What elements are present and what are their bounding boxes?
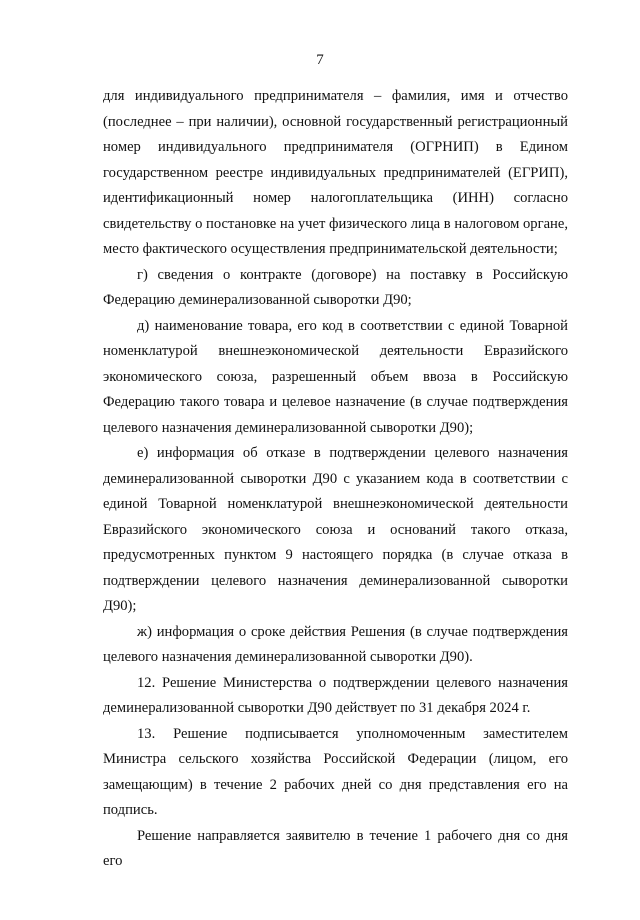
paragraph-clause-13: 13. Решение подписывается уполномоченным заместителем Министра сельского хозяйства Российской Федерации (лицом, его замещающим) в течение 2 рабочих дней со дня представления его на подпись. — [103, 725, 568, 818]
paragraph-decision-sent: Решение направляется заявителю в течение 1 рабочего дня со дня его — [103, 827, 568, 869]
document-body — [103, 84, 568, 875]
paragraph-item-zh: ж) информация о сроке действия Решения (в случае подтверждения целевого назначения деминерализованной сыворотки Д90). — [103, 623, 568, 665]
paragraph-item-d: д) наименование товара, его код в соответствии с единой Товарной номенклатурой внешнеэкономической деятельности Евразийского экономического союза, разрешенный объем ввоза в Российскую Федерацию такого товара и целевое назначение (в случае подтверждения целевого назначения деминерализованной сыворотки Д90); — [103, 317, 568, 436]
paragraph-item-e: е) информация об отказе в подтверждении целевого назначения деминерализованной сыворотки Д90 с указанием кода в соответствии с единой Товарной номенклатурой внешнеэкономической деятельности Евразийского экономического союза и оснований такого отказа, предусмотренных пунктом 9 настоящего порядка (в случае отказа в подтверждении целевого назначения деминерализованной сыворотки Д90); — [103, 445, 568, 614]
paragraph-clause-12: 12. Решение Министерства о подтверждении целевого назначения деминерализованной сыворотки Д90 действует по 31 декабря 2024 г. — [103, 674, 568, 716]
page-number: 7 — [316, 52, 324, 68]
paragraph-item-g: г) сведения о контракте (договоре) на поставку в Российскую Федерацию деминерализованной сыворотки Д90; — [103, 266, 568, 308]
paragraph-entrepreneur-details: для индивидуального предпринимателя – фамилия, имя и отчество (последнее – при наличии), основной государственный регистрационный номер индивидуального предпринимателя (ОГРНИП) в Едином государственном реестре индивидуальных предпринимателей (ЕГРИП), идентификационный номер налогоплательщика (ИНН) согласно свидетельству о постановке на учет физического лица в налоговом органе, место фактического осуществления предпринимательской деятельности; — [103, 88, 568, 257]
